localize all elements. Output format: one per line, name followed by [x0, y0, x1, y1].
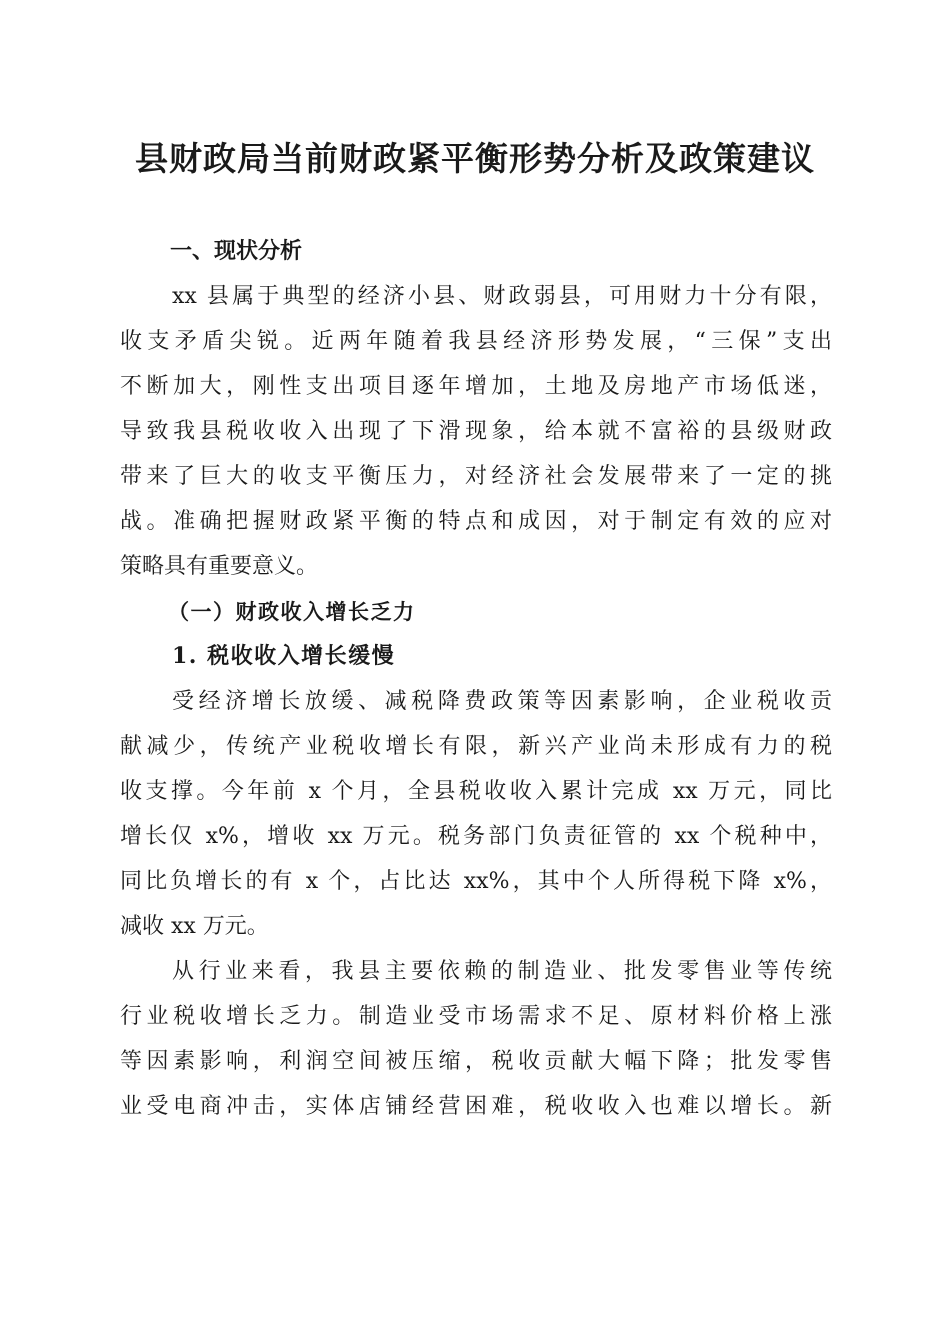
- document-title: 县财政局当前财政紧平衡形势分析及政策建议: [135, 139, 815, 178]
- document-body: [120, 229, 832, 1129]
- paragraph-industry: [120, 949, 832, 1129]
- paragraph-line: 战。准确把握财政紧平衡的特点和成因，对于制定有效的应对: [120, 509, 832, 534]
- paragraph-line: 收支矛盾尖锐。近两年随着我县经济形势发展，“三保”支出: [120, 329, 832, 354]
- paragraph-tax-revenue: [120, 679, 832, 949]
- paragraph-line: 行业税收增长乏力。制造业受市场需求不足、原材料价格上涨: [120, 1004, 832, 1029]
- item-heading: 1. 税收收入增长缓慢: [172, 643, 396, 669]
- paragraph-line: 策略具有重要意义。: [120, 554, 319, 579]
- paragraph-status-overview: [120, 274, 832, 589]
- paragraph-line: 从行业来看，我县主要依赖的制造业、批发零售业等传统: [172, 959, 832, 984]
- paragraph-line: 增长仅 x%，增收 xx 万元。税务部门负责征管的 xx 个税种中，: [120, 824, 832, 849]
- paragraph-line: 受经济增长放缓、减税降费政策等因素影响，企业税收贡: [172, 689, 832, 714]
- paragraph-line: 导致我县税收收入出现了下滑现象，给本就不富裕的县级财政: [120, 419, 832, 444]
- paragraph-line: 减收 xx 万元。: [120, 914, 269, 939]
- paragraph-line: 不断加大，刚性支出项目逐年增加，土地及房地产市场低迷，: [120, 374, 832, 399]
- subsection-heading: （一）财政收入增长乏力: [168, 599, 416, 624]
- paragraph-line: 带来了巨大的收支平衡压力，对经济社会发展带来了一定的挑: [120, 464, 832, 489]
- paragraph-line: 业受电商冲击，实体店铺经营困难，税收收入也难以增长。新: [120, 1094, 832, 1119]
- paragraph-line: 献减少，传统产业税收增长有限，新兴产业尚未形成有力的税: [120, 734, 832, 759]
- paragraph-line: xx 县属于典型的经济小县、财政弱县，可用财力十分有限，: [172, 284, 832, 309]
- paragraph-line: 收支撑。今年前 x 个月，全县税收收入累计完成 xx 万元，同比: [120, 779, 832, 804]
- paragraph-line: 等因素影响，利润空间被压缩，税收贡献大幅下降；批发零售: [120, 1049, 832, 1074]
- paragraph-line: 同比负增长的有 x 个，占比达 xx%，其中个人所得税下降 x%，: [120, 869, 832, 894]
- section-heading: 一、现状分析: [170, 239, 303, 264]
